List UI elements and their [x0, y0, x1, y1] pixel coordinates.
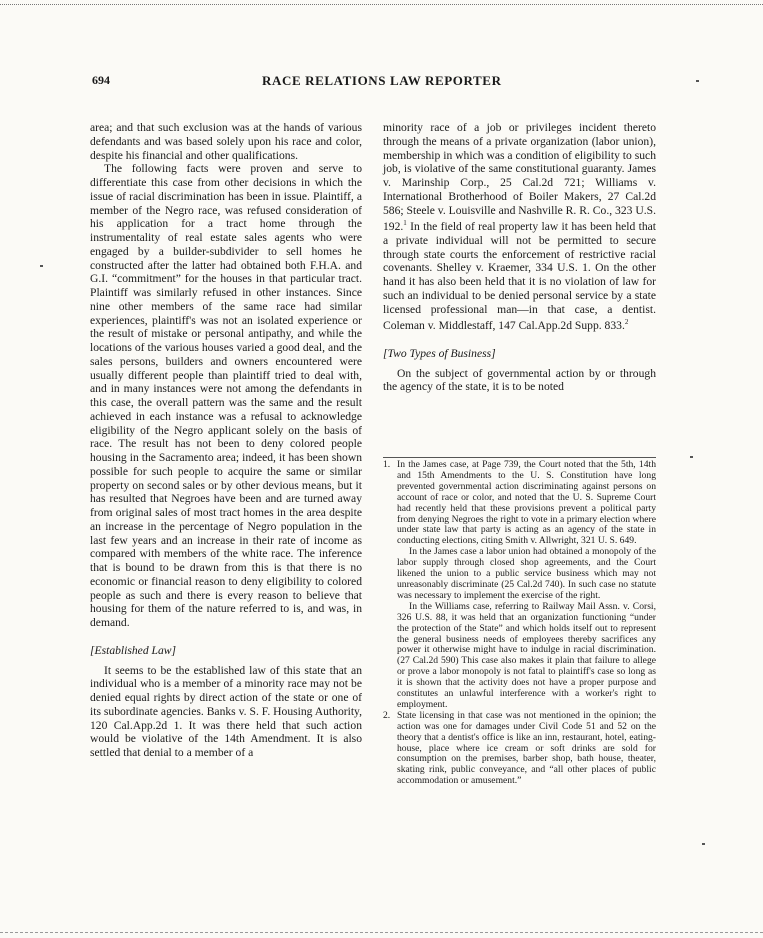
- footnote-1-para-2: In the James case a labor union had obtained a monopoly of the labor supply through closed shop agreements, and the Court likened the union to a public service business which may not unreasonably discriminate (25 Cal.2d 740). In such case no statute was necessary to implement the exercise of the right.: [397, 546, 656, 601]
- footnote-2: [383, 711, 656, 787]
- scan-speck: [40, 265, 43, 267]
- left-paragraph-2: The following facts were proven and serve to differentiate this case from other decisions in which the issue of racial discrimination has been in issue. Plaintiff, a member of the Negro race, was refused consideration of his application for a tract home through the instrumentality of real estate sales agents who were engaged by a builder-subdivider to sell homes he constructed after the latter had obtained both F.H.A. and G.I. “commitment” for the houses in that particular tract. Plaintiff was similarly refused in other instances. Since nine other members of the same race had similar experiences, plaintiff's was not an isolated experience or the result of mistake or personal antipathy, and while the locations of the various houses varied a good deal, and the sales persons, builders and owners encountered were usually different people than plaintiff tried to deal with, and in many instances were not among the defendants in this case, the overall pattern was the same and the result achieved in each instance was a refusal to acknowledge eligibility of the Negro applicant solely on the basis of race. The result has not been to deny colored people housing in the Sacramento area; indeed, it has been shown possible for such people to acquire the same or similar property on second sales or by other devious means, but it has resulted that Negroes have been and are turned away from original sales of most tract homes in the area despite an increase in the percentage of Negro population in the last few years and an increase in their rate of income as compared with members of the white race. The inference that is bound to be drawn from this is that there is no economic or financial reason to deny eligibility to colored people as such and there is every reason to believe that housing for them of the nature referred to is, and was, in demand.: [90, 162, 362, 629]
- right-paragraph-2: On the subject of governmental action by or through the agency of the state, it is to be noted: [383, 366, 656, 394]
- right-paragraph-1a: minority race of a job or privileges incident thereto through the means of a private organization (labor union), membership in which was a condition of eligibility to such job, is violative of the same constitutional guaranty. James v. Marinship Corp., 25 Cal.2d 721; Williams v. International Brotherhood of Boiler Makers, 27 Cal.2d 586; Steele v. Louisville and Nashville R. R. Co., 323 U.S. 192.: [383, 121, 656, 234]
- page-number: 694: [92, 73, 110, 87]
- footnotes: [383, 457, 656, 787]
- scan-speck: [690, 456, 693, 458]
- right-column: [383, 121, 656, 394]
- footnote-1-para-3: In the Williams case, referring to Railway Mail Assn. v. Corsi, 326 U.S. 88, it was held that an organization functioning “under the protection of the State” and which holds itself out to represent the general business needs of employees thereby sacrifices any power it otherwise might have to indulge in racial discrimination. (27 Cal.2d 590) This case also makes it plain that failure to allege or prove a labor monopoly is not fatal to plaintiff's case so long as it is shown that the activity does not have a proper purpose and constitutes an unlawful interference with a worker's right to employment.: [397, 600, 656, 710]
- scan-speck: [702, 843, 705, 845]
- scan-top-edge: [0, 4, 763, 7]
- left-column: [90, 121, 362, 760]
- scan-bottom-edge: [0, 932, 763, 935]
- left-paragraph-3: It seems to be the established law of this state that an individual who is a member of a minority race may not be denied equal rights by direct action of the state or one of its subordinate agencies. Banks v. S. F. Housing Authority, 120 Cal.App.2d 1. It was there held that such action would be violative of the 14th Amendment. It is also settled that denial to a member of a: [90, 663, 362, 759]
- section-heading-established-law: [Established Law]: [90, 643, 177, 657]
- footnote-1-number: 1.: [383, 459, 391, 470]
- scan-speck: [696, 80, 699, 82]
- left-paragraph-1: area; and that such exclusion was at the hands of various defendants and was based solely upon his race and color, despite his financial and other qualifications.: [90, 121, 362, 162]
- footnote-ref-2: 2: [624, 318, 629, 327]
- footnote-2-number: 2.: [383, 709, 391, 721]
- right-paragraph-1: [383, 121, 656, 333]
- right-paragraph-1b: In the field of real property law it has been held that a private individual will not be permitted to secure through state courts the enforcement of restrictive racial covenants. Shelley v. Kraemer, 334 U.S. 1. On the other hand it has also been held that it is no violation of law for such an individual to be denied personal service by a state licensed professional man—in that case, a dentist. Coleman v. Middlestaff, 147 Cal.App.2d Supp. 833.: [383, 220, 656, 333]
- footnote-1: [383, 460, 656, 711]
- footnote-1-para-1: In the James case, at Page 739, the Court noted that the 5th, 14th and 15th Amendments to the U. S. Constitution have long prevented governmental action discriminating against persons on account of race or color, and noted that the U. S. Supreme Court had recently held that these provisions prevent a political party from denying Negroes the right to vote in a primary election where under state law that party is acting as an agency of the state in conducting elections, citing Smith v. Allwright, 321 U. S. 649.: [397, 459, 656, 547]
- running-head: RACE RELATIONS LAW REPORTER: [262, 73, 502, 88]
- footnote-2-para-1: State licensing in that case was not mentioned in the opinion; the action was one for damages under Civil Code 51 and 52 on the theory that a dentist's office is like an inn, restaurant, hotel, eating-house, place where ice cream or soft drinks are sold for consumption on the premises, barber shop, bath house, theater, skating rink, public conveyance, and “all other places of public accommodation or amusement.”: [397, 709, 656, 787]
- section-heading-two-types: [Two Types of Business]: [383, 346, 496, 360]
- footnote-ref-1: 1: [403, 219, 407, 228]
